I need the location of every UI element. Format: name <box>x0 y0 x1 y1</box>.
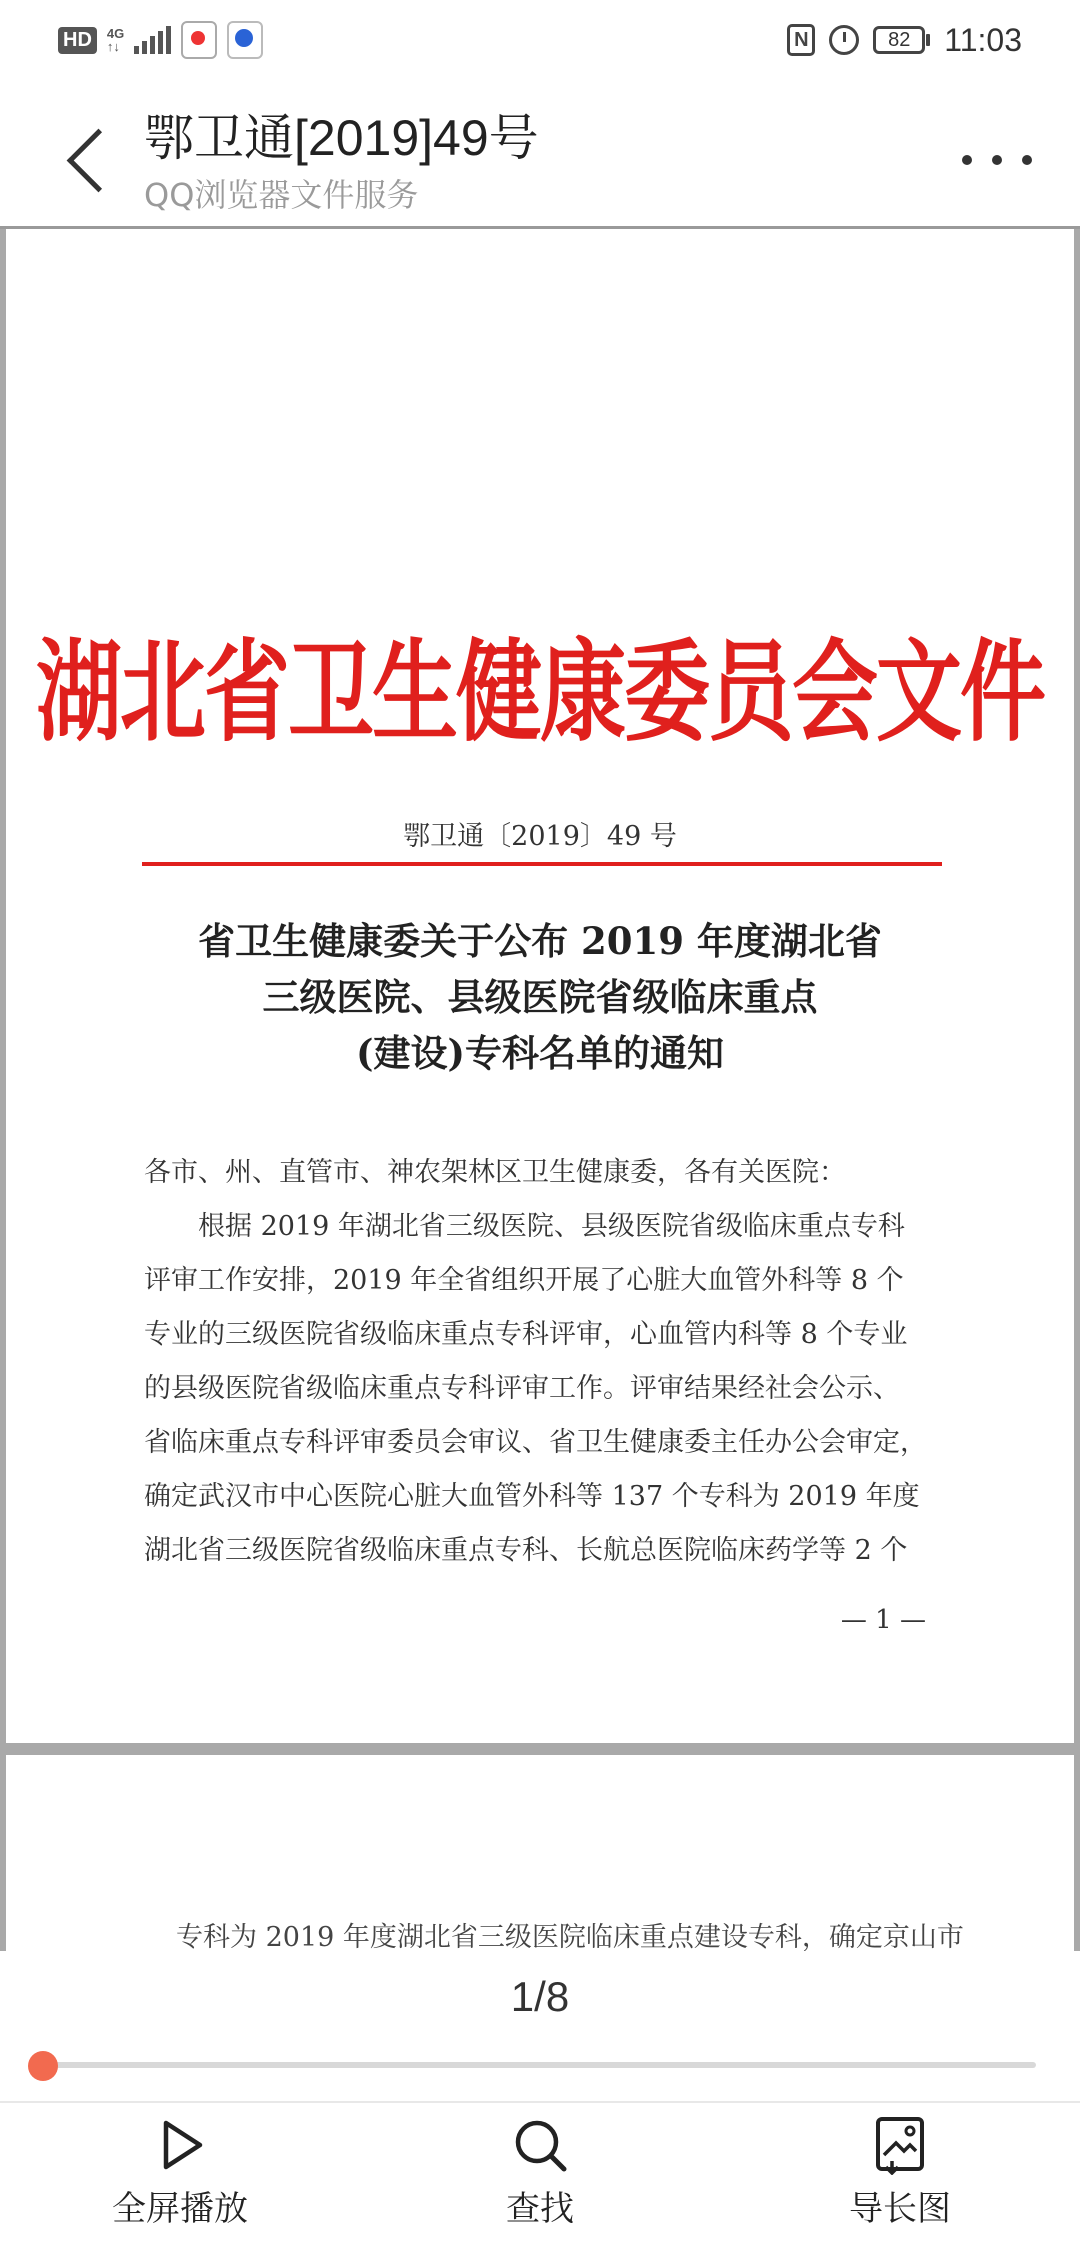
notice-title <box>6 913 1074 1081</box>
status-left <box>58 20 263 60</box>
document-title: 鄂卫通[2019]49号 <box>144 110 539 166</box>
fullscreen-play-button[interactable] <box>60 2103 300 2244</box>
app-header <box>0 80 1080 229</box>
clock: 11:03 <box>944 21 1022 58</box>
export-image-icon <box>870 2115 930 2175</box>
network-type-icon: 4G ↑↓ <box>106 26 125 54</box>
document-page <box>6 229 1074 1743</box>
document-viewer[interactable] <box>0 229 1080 1951</box>
baidu-notification-icon <box>227 21 263 59</box>
notice-body <box>144 1146 944 1578</box>
body-line: 评审工作安排，2019 年全省组织开展了心脏大血管外科等 8 个 <box>144 1265 904 1296</box>
page-indicator: 1/8 <box>510 1973 570 2020</box>
body-line: 湖北省三级医院省级临床重点专科、长航总医院临床药学等 2 个 <box>144 1535 908 1566</box>
page-slider-thumb[interactable] <box>28 2051 58 2081</box>
hd-icon: HD <box>58 27 97 54</box>
more-options-icon[interactable] <box>962 140 1032 180</box>
notice-title-line: 省卫生健康委关于公布 2019 年度湖北省 <box>198 919 882 963</box>
issuer-header: 湖北省卫生健康委员会文件 <box>36 627 1044 758</box>
page-slider-track[interactable] <box>46 2062 1036 2068</box>
body-line: 专业的三级医院省级临床重点专科评审，心血管内科等 8 个专业 <box>144 1319 908 1350</box>
body-line: 的县级医院省级临床重点专科评审工作。评审结果经社会公示、 <box>144 1373 900 1404</box>
salutation: 各市、州、直管市、神农架林区卫生健康委，各有关医院： <box>144 1157 846 1188</box>
signal-strength-icon <box>134 26 171 54</box>
nfc-icon: N <box>787 24 815 56</box>
back-arrow-icon[interactable] <box>60 120 120 200</box>
search-button[interactable] <box>420 2103 660 2244</box>
notice-title-line: (建设)专科名单的通知 <box>355 1031 724 1075</box>
page-number: — 1 — <box>840 1605 926 1635</box>
document-page <box>6 1755 1074 1951</box>
app-notification-icon <box>181 21 217 59</box>
play-icon <box>150 2115 210 2175</box>
status-right <box>787 18 1022 62</box>
red-divider <box>142 862 942 866</box>
battery-level: 82 <box>873 26 925 54</box>
alarm-icon <box>829 25 859 55</box>
search-label: 查找 <box>506 2189 574 2229</box>
body-line: 根据 2019 年湖北省三级医院、县级医院省级临床重点专科 <box>198 1211 905 1242</box>
body-line: 确定武汉市中心医院心脏大血管外科等 137 个专科为 2019 年度 <box>144 1481 920 1512</box>
status-bar <box>0 0 1080 80</box>
search-icon <box>510 2115 570 2175</box>
bottom-toolbar <box>0 2103 1080 2244</box>
fullscreen-play-label: 全屏播放 <box>112 2189 248 2229</box>
bottom-panel <box>0 1951 1080 2244</box>
document-number: 鄂卫通〔2019〕49 号 <box>403 821 677 852</box>
battery-icon <box>873 26 930 54</box>
document-subtitle: QQ浏览器文件服务 <box>144 176 419 214</box>
export-long-image-label: 导长图 <box>849 2189 951 2229</box>
body-line: 省临床重点专科评审委员会审议、省卫生健康委主任办公会审定， <box>144 1427 927 1458</box>
export-long-image-button[interactable] <box>780 2103 1020 2244</box>
body-line: 专科为 2019 年度湖北省三级医院临床重点建设专科，确定京山市 <box>176 1922 964 1951</box>
notice-title-line: 三级医院、县级医院省级临床重点 <box>262 975 818 1019</box>
